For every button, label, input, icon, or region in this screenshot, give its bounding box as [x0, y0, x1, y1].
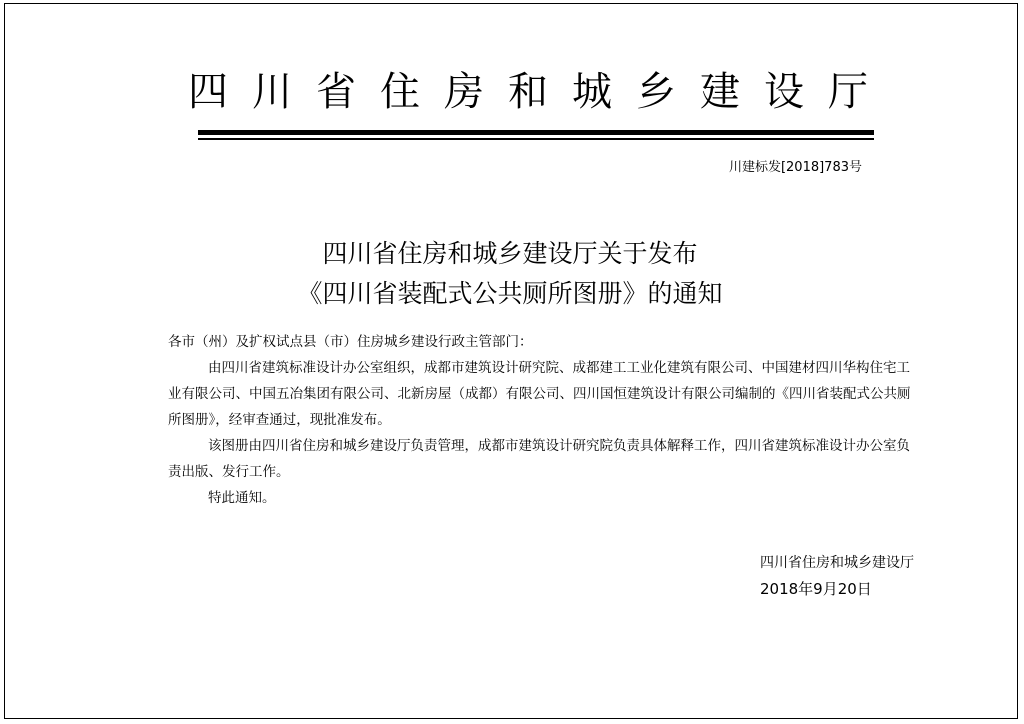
salutation: 各市（州）及扩权试点县（市）住房城乡建设行政主管部门： [168, 334, 533, 350]
notice-title-line-1: 四川省住房和城乡建设厅关于发布 [322, 239, 698, 268]
body-paragraph-1: 由四川省建筑标准设计办公室组织，成都市建筑设计研究院、成都建工工业化建筑有限公司、中国建材四川华构住宅工业有限公司、中国五冶集团有限公司、北新房屋（成都）有限公司、四川国恒建筑设计有限公司编制的《四川省装配式公共厕所图册》，经审查通过，现批准发布。 [168, 360, 911, 428]
notice-title-line-2: 《四川省装配式公共厕所图册》的通知 [297, 279, 723, 308]
signature-block [760, 550, 914, 602]
signature-date: 2018年9月20日 [760, 580, 872, 598]
notice-body [168, 329, 920, 511]
notice-title [160, 234, 860, 314]
closing-line: 特此通知。 [208, 490, 276, 506]
issuing-authority-title: 四川省住房和城乡建设厅 [188, 69, 892, 115]
header-rule-thin [198, 138, 874, 140]
header-rule-thick [198, 130, 874, 135]
signature-issuer: 四川省住房和城乡建设厅 [760, 555, 914, 571]
document-number: 川建标发[2018]783号 [728, 160, 862, 175]
body-paragraph-2: 该图册由四川省住房和城乡建设厅负责管理，成都市建筑设计研究院负责具体解释工作，四川省建筑标准设计办公室负责出版、发行工作。 [168, 438, 910, 480]
